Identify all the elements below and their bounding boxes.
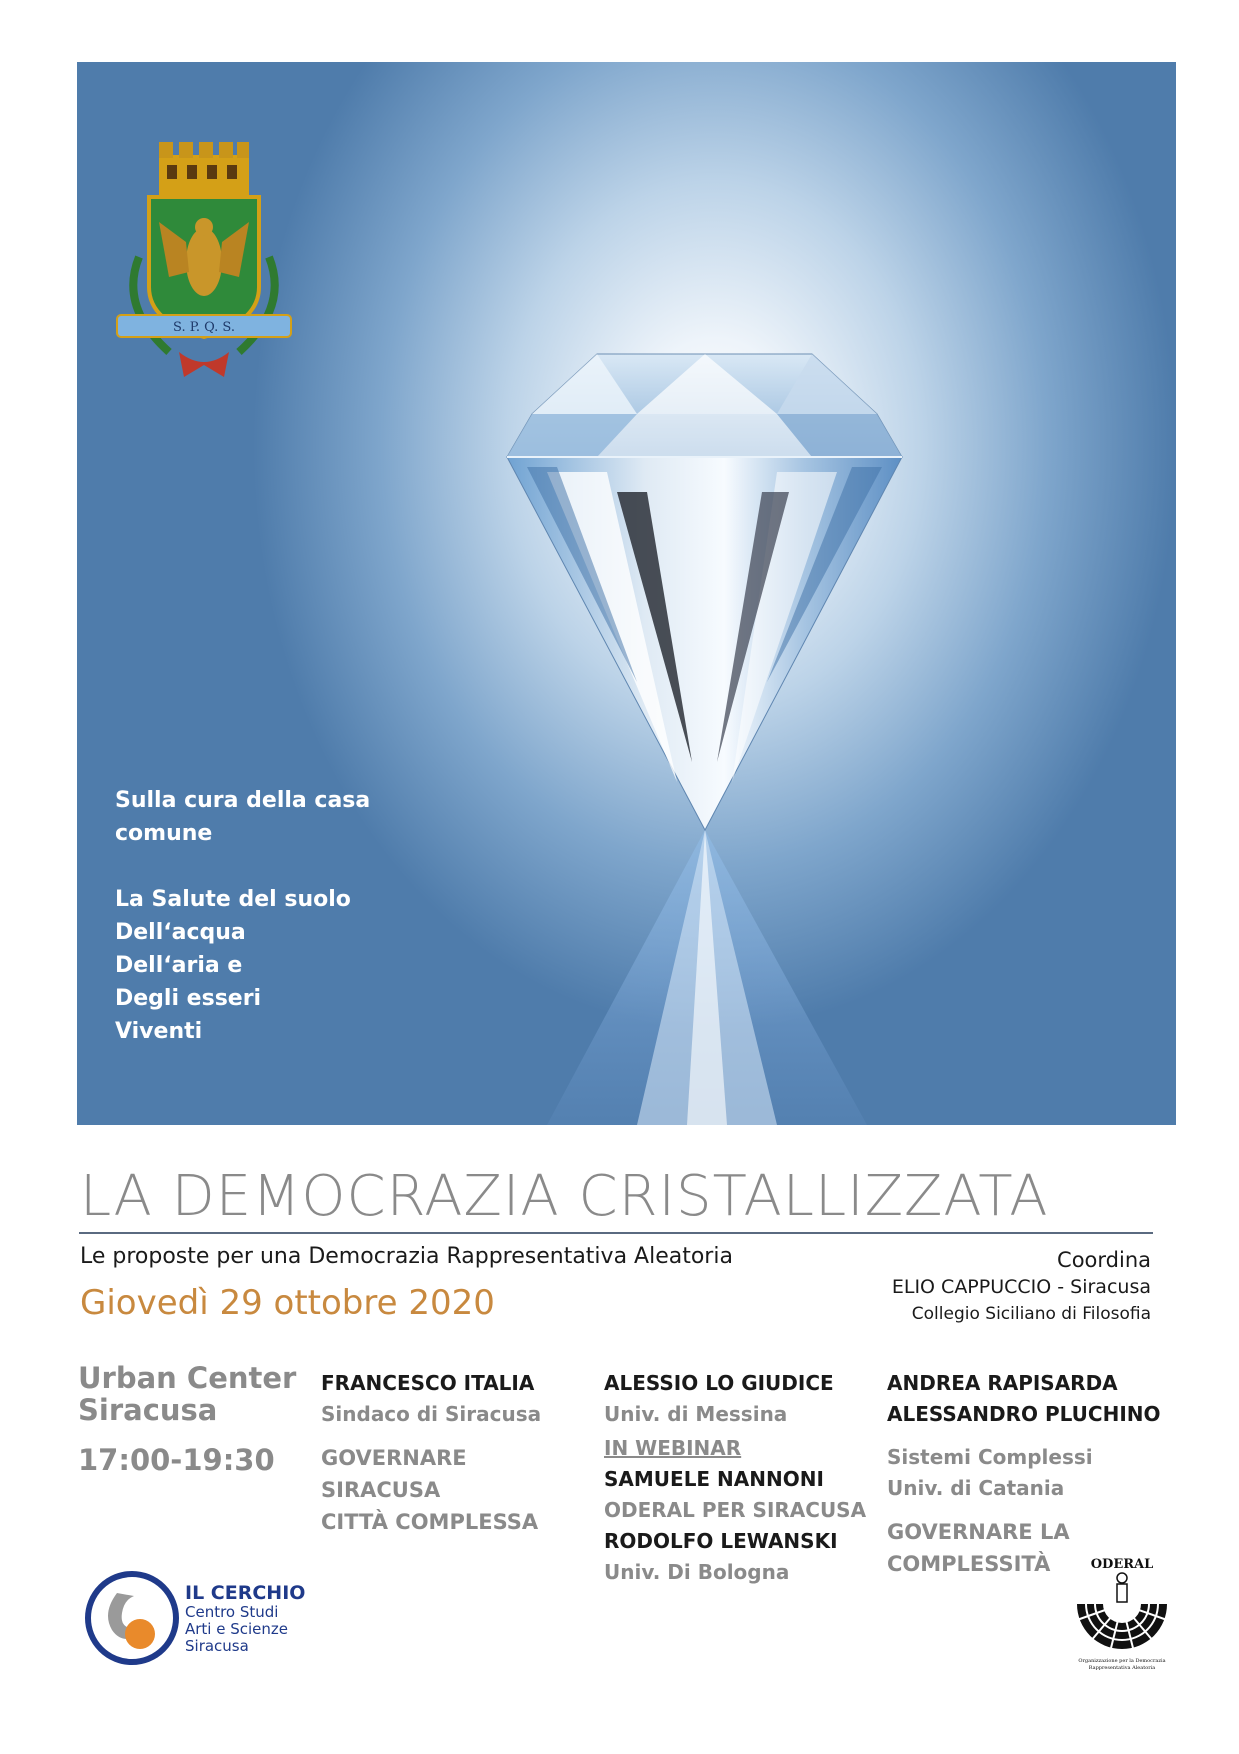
event-date: Giovedì 29 ottobre 2020: [80, 1283, 495, 1323]
speaker-role: Sistemi Complessi: [887, 1445, 1093, 1469]
coordinator-block: [892, 1246, 1151, 1328]
subtitle: Le proposte per una Democrazia Rappresentativa Aleatoria: [80, 1244, 733, 1269]
hero-line: Dell‘aria e: [115, 953, 243, 978]
speaker-name: FRANCESCO ITALIA: [321, 1371, 535, 1395]
speaker-role: Univ. di Messina: [604, 1402, 788, 1426]
talk-topic: CITTÀ COMPLESSA: [321, 1510, 539, 1534]
venue-line: Siracusa: [78, 1393, 218, 1427]
il-cerchio-line: Centro Studi: [185, 1603, 279, 1621]
oderal-logo-icon: [1065, 1554, 1180, 1674]
speaker-column: [887, 1368, 1161, 1580]
hero-line: Viventi: [115, 1019, 203, 1044]
webinar-link[interactable]: IN WEBINAR: [604, 1436, 742, 1460]
venue-line: Urban Center: [78, 1361, 297, 1395]
page-title: LA DEMOCRAZIA CRISTALLIZZATA: [80, 1164, 1049, 1229]
city-crest-icon: [109, 137, 299, 387]
speaker-name: ANDREA RAPISARDA: [887, 1371, 1118, 1395]
svg-text:ODERAL: ODERAL: [1090, 1557, 1154, 1572]
svg-text:Rappresentativa Aleatoria: Rappresentativa Aleatoria: [1088, 1665, 1156, 1671]
hero-text: [115, 784, 435, 1048]
hero-image: [77, 62, 1176, 1125]
svg-text:S. P. Q. S.: S. P. Q. S.: [173, 320, 235, 335]
coordinator-name: ELIO CAPPUCCIO - Siracusa: [891, 1276, 1151, 1298]
venue-block: [78, 1362, 296, 1476]
il-cerchio-line: Arti e Scienze: [185, 1620, 289, 1638]
speaker-column: [604, 1368, 866, 1588]
coordinator-label: Coordina: [1057, 1248, 1151, 1272]
talk-topic: COMPLESSITÀ: [887, 1552, 1051, 1576]
coordinator-org: Collegio Siciliano di Filosofia: [911, 1304, 1151, 1324]
speaker-role: Sindaco di Siracusa: [321, 1402, 542, 1426]
talk-topic: SIRACUSA: [321, 1478, 441, 1502]
speaker-name: RODOLFO LEWANSKI: [604, 1529, 838, 1553]
svg-text:Organizzazione per la Democraz: Organizzazione per la Democrazia: [1078, 1658, 1166, 1664]
speaker-column: [321, 1368, 541, 1538]
il-cerchio-title: IL CERCHIO: [185, 1582, 306, 1604]
speaker-role: Univ. di Catania: [887, 1476, 1065, 1500]
talk-topic: GOVERNARE LA: [887, 1520, 1070, 1544]
il-cerchio-text: [185, 1582, 305, 1655]
speaker-name: ALESSANDRO PLUCHINO: [887, 1402, 1161, 1426]
hero-line: comune: [115, 821, 213, 846]
il-cerchio-logo-icon: [82, 1568, 182, 1668]
speaker-name: SAMUELE NANNONI: [604, 1467, 824, 1491]
talk-topic: GOVERNARE: [321, 1446, 467, 1470]
hero-line: Sulla cura della casa: [115, 788, 371, 813]
speaker-role: ODERAL PER SIRACUSA: [604, 1498, 867, 1522]
speaker-role: Univ. Di Bologna: [604, 1560, 790, 1584]
title-divider: [79, 1232, 1153, 1234]
speaker-name: ALESSIO LO GIUDICE: [604, 1371, 834, 1395]
hero-line: Dell‘acqua: [115, 920, 246, 945]
hero-line: La Salute del suolo: [115, 887, 351, 912]
hero-line: Degli esseri: [115, 986, 262, 1011]
event-time: 17:00-19:30: [78, 1443, 275, 1477]
il-cerchio-line: Siracusa: [185, 1637, 249, 1655]
